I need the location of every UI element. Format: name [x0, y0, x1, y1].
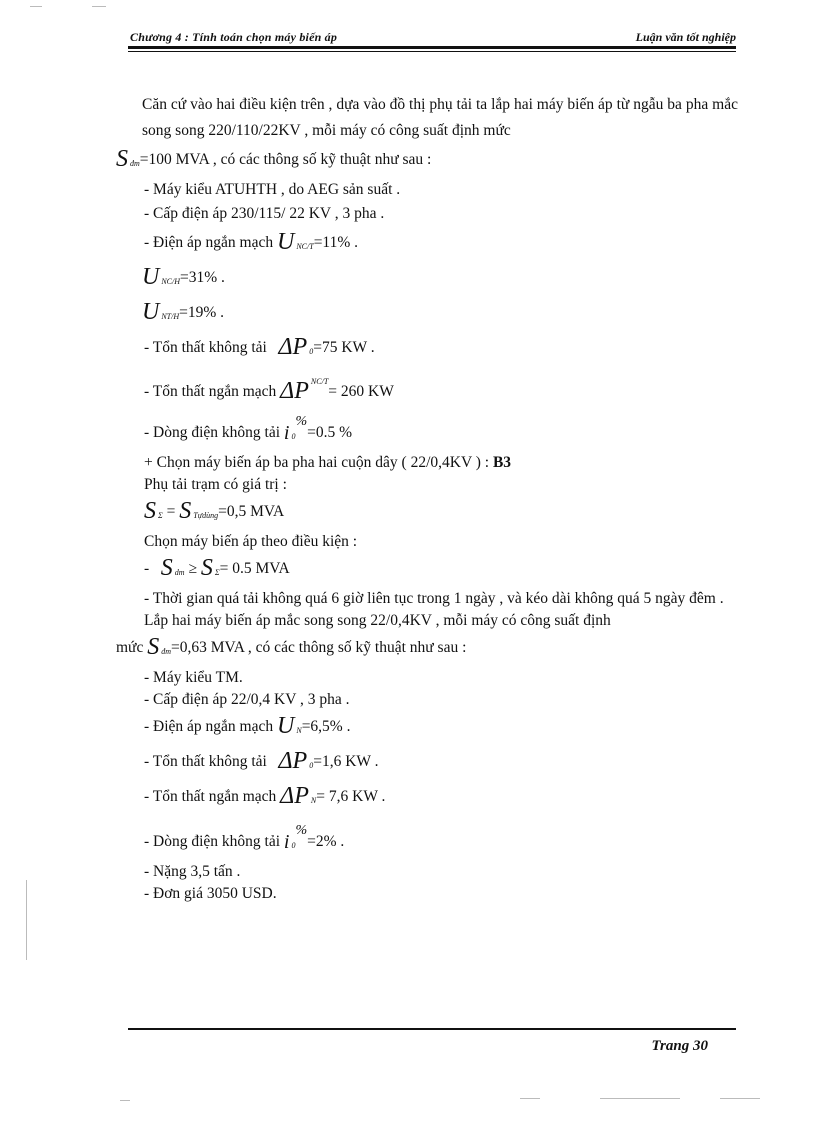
no-load-current: - Dòng điện không tải i $_0$%=0.5 %	[144, 414, 353, 444]
scan-speck	[26, 880, 27, 960]
short-circuit-voltage-2: - Điện áp ngắn mạch U $_N$=6,5% .	[144, 713, 351, 739]
overload-condition: - Thời gian quá tải không quá 6 giờ liên tục trong 1 ngày , và kéo dài không quá 5 ngày đêm .	[144, 590, 724, 607]
no-load-loss-2: - Tổn thất không tải ΔP $_0$=1,6 KW .	[144, 748, 379, 774]
short-circuit-voltage-nch: U $_{NC/H}$=31% .	[142, 264, 225, 290]
short-circuit-loss: - Tổn thất ngắn mạch ΔP $^{NC/T}$= 260 KW	[144, 377, 394, 404]
scan-speck	[720, 1098, 760, 1099]
header-rule	[128, 46, 736, 49]
chapter-title: Chương 4 : Tính toán chọn máy biến áp	[130, 30, 338, 44]
header-rule-thin	[128, 51, 736, 52]
load-label: Phụ tải trạm có giá trị :	[144, 476, 287, 493]
paragraph-install: Lắp hai máy biến áp mắc song song 22/0,4KV , mỗi máy có công suất định	[144, 612, 611, 629]
page-number: Trang 30	[651, 1038, 708, 1054]
scan-speck	[92, 6, 106, 7]
scan-speck	[600, 1098, 680, 1099]
footer-rule	[128, 1028, 736, 1030]
short-circuit-voltage-nth: U $_{NT/H}$=19% .	[142, 299, 225, 325]
scan-speck	[120, 1100, 130, 1101]
short-circuit-voltage-nct: - Điện áp ngắn mạch U $_{NC/T}$=11% .	[144, 229, 359, 255]
load-equation: S $_\Sigma$ = S $_{Tựdùng}$=0,5 MVA	[144, 498, 285, 524]
list-item: - Nặng 3,5 tấn .	[144, 863, 241, 880]
scan-speck	[30, 6, 42, 7]
condition-label: Chọn máy biến áp theo điều kiện :	[144, 533, 358, 550]
thesis-label: Luận văn tốt nghiệp	[635, 30, 736, 44]
no-load-loss: - Tổn thất không tải ΔP $_0$=75 KW .	[144, 334, 375, 360]
condition-equation: - S $_{dm}$ ≥ S $_\Sigma$= 0.5 MVA	[144, 555, 290, 581]
list-item: - Cấp điện áp 230/115/ 22 KV , 3 pha .	[144, 205, 385, 222]
scan-speck	[520, 1098, 540, 1099]
list-item: - Máy kiểu TM.	[144, 669, 243, 686]
rated-power-line: S $_{đm}$=100 MVA , có các thông số kỹ thuật như sau :	[116, 146, 432, 172]
document-body	[116, 92, 738, 905]
paragraph-intro: Căn cứ vào hai điều kiện trên , dựa vào đồ thị phụ tải ta lắp hai máy biến áp từ ngẫu ba pha mắc song song 220/110/22KV , mỗi máy có công suất định mức	[142, 96, 738, 139]
rated-power-line-2: mức S $_{đm}$=0,63 MVA , có các thông số kỹ thuật như sau :	[116, 634, 467, 660]
list-item: - Máy kiểu ATUHTH , do AEG sản suất .	[144, 181, 401, 198]
choose-transformer-b3: + Chọn máy biến áp ba pha hai cuộn dây ( 22/0,4KV ) : B3	[144, 454, 512, 471]
list-item: - Cấp điện áp 22/0,4 KV , 3 pha .	[144, 691, 350, 708]
list-item: - Đơn giá 3050 USD.	[144, 885, 277, 902]
no-load-current-2: - Dòng điện không tải i $_0$%=2% .	[144, 823, 345, 853]
short-circuit-loss-2: - Tổn thất ngắn mạch ΔP $_N$= 7,6 KW .	[144, 783, 386, 809]
